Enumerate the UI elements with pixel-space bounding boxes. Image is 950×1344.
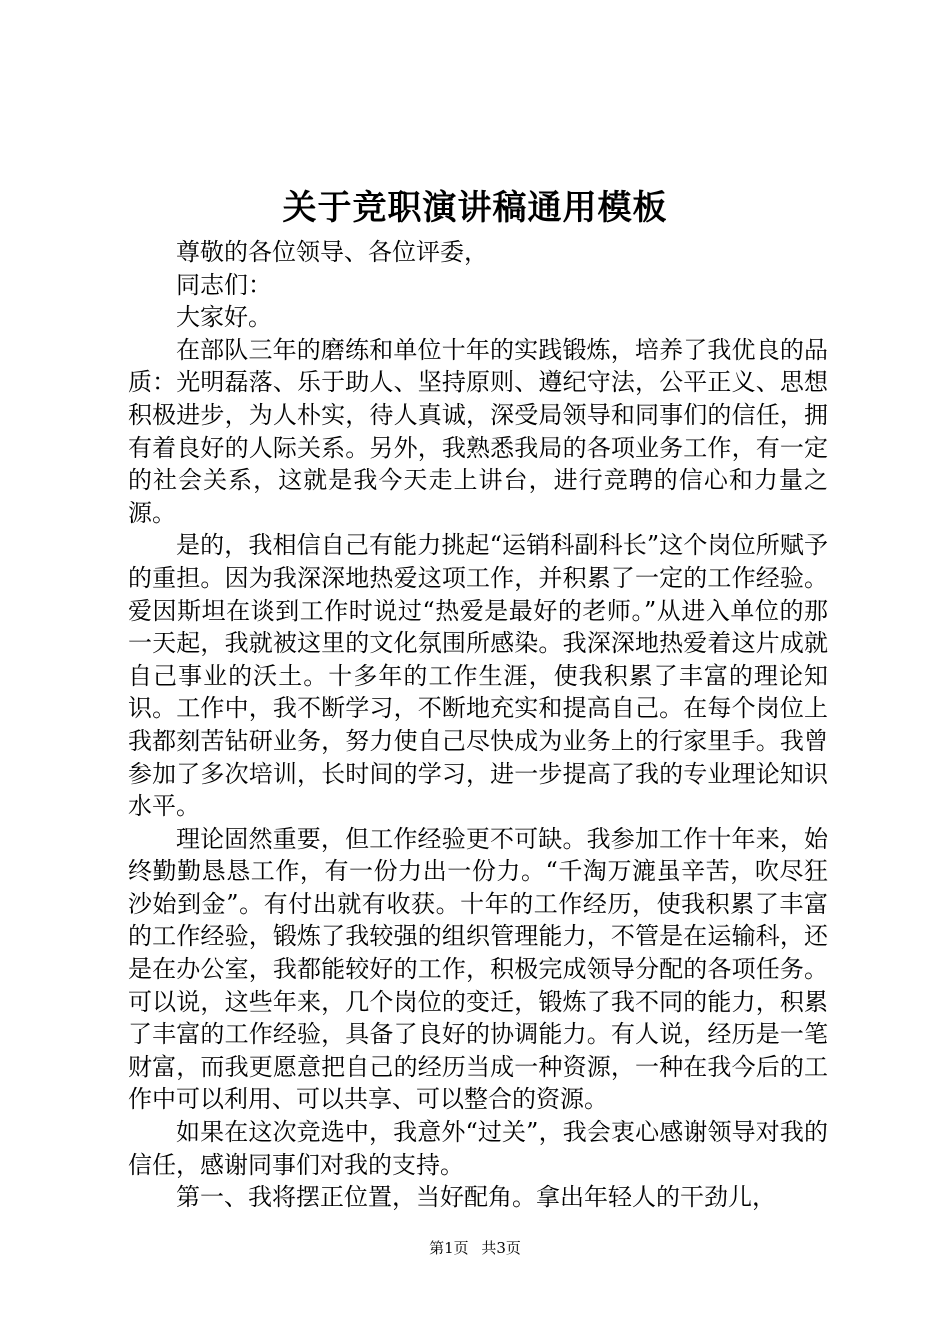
greeting-line: 大家好。 [176,303,272,332]
document-body [128,236,828,1214]
document-title: 关于竞职演讲稿通用模板 [282,188,668,228]
page-number: 第1页 [429,1239,469,1257]
salutation-line: 尊敬的各位领导、各位评委， [176,238,488,266]
body-paragraph: 在部队三年的磨练和单位十年的实践锻炼，培养了我优良的品质：光明磊落、乐于助人、坚持原则、遵纪守法，公平正义、思想积极进步，为人朴实，待人真诚，深受局领导和同事们的信任，拥有着良好的人际关系。另外，我熟悉我局的各项业务工作，有一定的社会关系，这就是我今天走上讲台，进行竞聘的信心和力量之源。 [128,335,828,527]
page-total: 共3页 [481,1239,521,1257]
page-footer [0,1238,950,1258]
body-paragraph: 理论固然重要，但工作经验更不可缺。我参加工作十年来，始终勤勤恳恳工作，有一份力出一份力。“千淘万漉虽辛苦，吹尽狂沙始到金”。有付出就有收获。十年的工作经历，使我积累了丰富的工作经验，锻炼了我较强的组织管理能力，不管是在运输科，还是在办公室，我都能较好的工作，积极完成领导分配的各项任务。可以说，这些年来，几个岗位的变迁，锻炼了我不同的能力，积累了丰富的工作经验，具备了良好的协调能力。有人说，经历是一笔财富，而我更愿意把自己的经历当成一种资源，一种在我今后的工作中可以利用、可以共享、可以整合的资源。 [128,824,828,1114]
salutation-line: 同志们： [176,270,272,299]
body-paragraph: 是的，我相信自己有能力挑起“运销科副科长”这个岗位所赋予的重担。因为我深深地热爱这项工作，并积累了一定的工作经验。爱因斯坦在谈到工作时说过“热爱是最好的老师。”从进入单位的那一天起，我就被这里的文化氛围所感染。我深深地热爱着这片成就自己事业的沃土。十多年的工作生涯，使我积累了丰富的理论知识。工作中，我不断学习，不断地充实和提高自己。在每个岗位上我都刻苦钻研业务，努力使自己尽快成为业务上的行家里手。我曾参加了多次培训，长时间的学习，进一步提高了我的专业理论知识水平。 [128,531,828,821]
body-paragraph: 第一、我将摆正位置，当好配角。拿出年轻人的干劲儿， [176,1183,776,1212]
body-paragraph: 如果在这次竞选中，我意外“过关”，我会衷心感谢领导对我的信任，感谢同事们对我的支持。 [128,1118,828,1179]
